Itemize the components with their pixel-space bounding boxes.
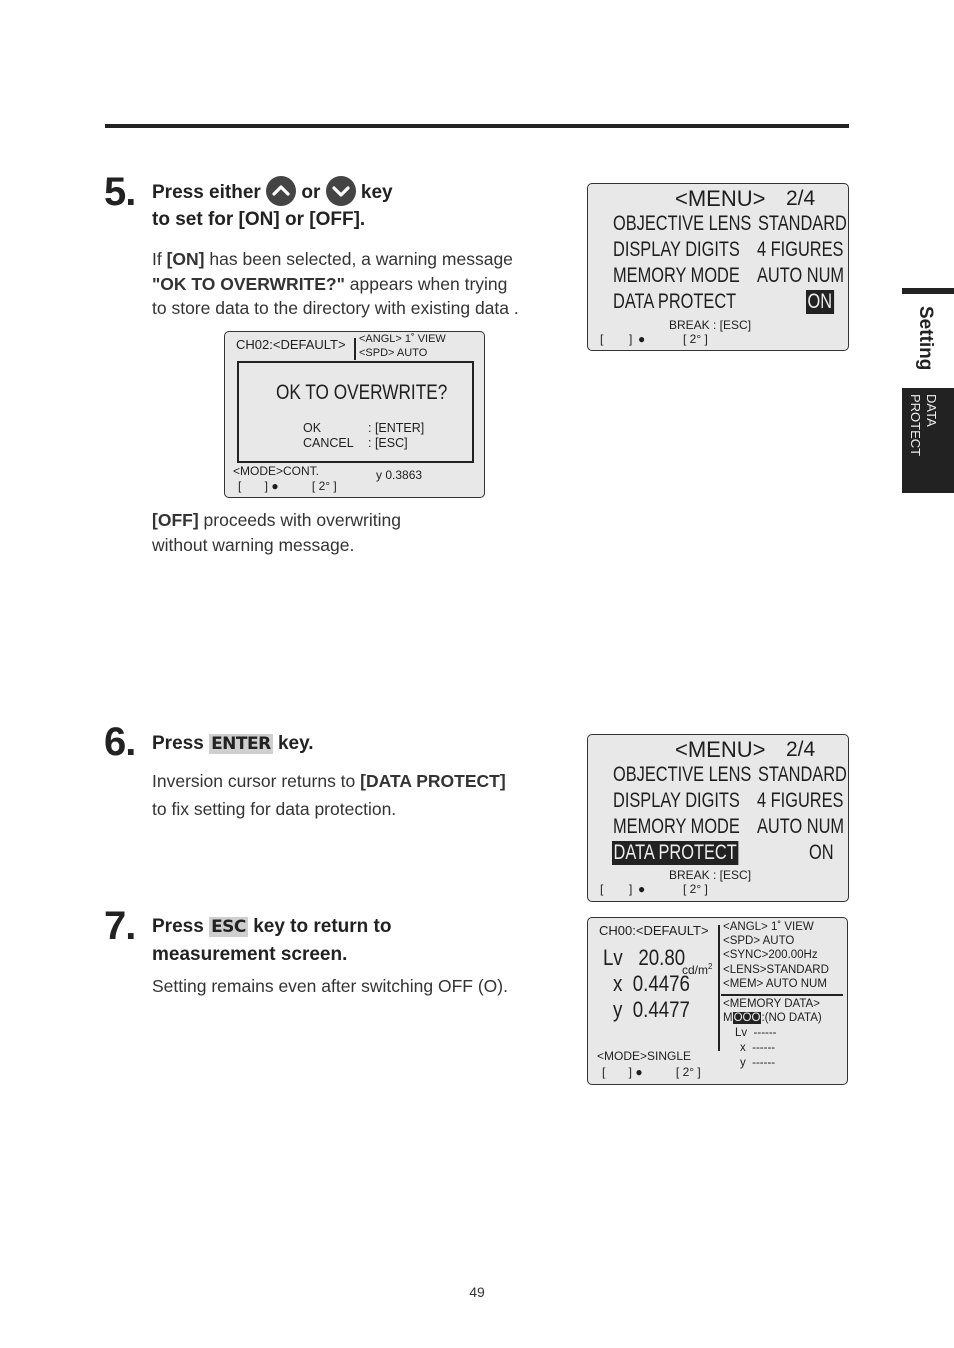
side-tab-protect: PROTECT [908,394,923,457]
measure-mem-lv: Lv ------ [735,1027,777,1039]
step-6-body-a: Inversion cursor returns to [152,771,356,791]
step-5-body-on: [ON] [166,249,205,269]
step-6-body [152,767,562,823]
step-5-heading-prefix: Press either [152,182,261,204]
step-5-body-rest: has been selected, a warning message [209,249,513,269]
measure-mem-x: x ------ [740,1042,776,1054]
warning-mode: <MODE>CONT. [233,464,320,478]
measure-channel: CH00:<DEFAULT> [599,923,709,938]
step-7-heading-suffix: key to return to [253,916,392,937]
warning-message: OK TO OVERWRITE? [276,381,448,404]
menu-row-value: ON [809,841,834,864]
warning-channel: CH02:<DEFAULT> [236,337,346,352]
menu-status-angle: [ 2° ] [683,332,708,346]
step-6-body-b: [DATA PROTECT] [360,771,506,791]
menu-break: BREAK : [ESC] [669,318,752,332]
step-6-heading-suffix: key. [277,733,314,754]
measure-lens: <LENS>STANDARD [723,964,829,976]
menu-row-label: MEMORY MODE [613,815,740,838]
step-5-body-if: If [152,249,162,269]
menu-row-label: DISPLAY DIGITS [613,789,740,812]
measure-mem-cursor: OOO [733,1012,761,1024]
measure-sync: <SYNC>200.00Hz [723,949,818,961]
menu-status-angle: [ 2° ] [683,882,708,896]
menu-row-value-highlighted: ON [807,290,833,313]
side-tab-data: DATA [924,394,939,427]
menu-row-label-highlighted: DATA PROTECT [613,841,737,864]
measure-memory-data: <MEMORY DATA> [723,998,820,1010]
menu-lcd-screen-on-selected [587,183,849,351]
step-5-body-rest2: appears when trying [349,273,508,294]
measure-angl: <ANGL> 1˚ VIEW [723,921,814,933]
side-tab-setting: Setting [915,306,936,371]
measurement-lcd-screen [587,917,848,1085]
measure-lv: Lv 20.80 [603,945,686,970]
step-6-body-line2: to fix setting for data protection. [152,799,397,819]
measure-mode: <MODE>SINGLE [597,1049,692,1063]
warning-cancel-label: CANCEL [303,436,354,450]
menu-lcd-screen-cursor-returned [587,734,849,902]
step-7-heading-line2: measurement screen. [152,944,348,965]
step-5-off-rest: proceeds with overwriting [203,510,401,530]
step-6-heading [152,730,314,758]
menu-status-mid: ] [629,882,633,896]
warning-status: [ ] ● [ 2° ] [238,479,337,493]
menu-page: 2/4 [786,187,816,210]
up-arrow-key-icon [266,176,296,206]
measure-y: y 0.4477 [613,997,690,1022]
menu-status-left: [ [600,332,604,346]
esc-key-label: ESC [211,917,246,937]
menu-status-mid: ] [629,332,633,346]
measure-memory-slot [723,1012,822,1024]
menu-row-label: OBJECTIVE LENS [613,763,752,786]
menu-row-value: STANDARD [758,212,847,235]
menu-page: 2/4 [786,738,816,761]
side-tab-section [902,288,954,388]
step-5-heading-suffix: key [360,182,393,204]
down-arrow-key-icon [326,176,356,206]
menu-status-left: [ [600,882,604,896]
step-5-body [152,247,562,321]
page-number: 49 [469,1284,485,1300]
step-6-number: 6. [104,720,136,764]
menu-row-label: DATA PROTECT [613,290,737,313]
menu-row-value: 4 FIGURES [757,238,844,261]
menu-row-value: 4 FIGURES [757,789,844,812]
step-5-body-message: "OK TO OVERWRITE?" [152,273,345,294]
menu-row-value: AUTO NUM [757,815,845,838]
warning-divider [354,338,356,360]
step-5-heading-or: or [301,182,321,204]
warning-lcd-screen [224,331,485,498]
warning-angl: <ANGL> 1˚ VIEW [359,333,446,345]
warning-cancel-key: : [ESC] [368,436,408,450]
step-7-body: Setting remains even after switching OFF (O). [152,976,508,996]
menu-row-value: STANDARD [758,763,847,786]
step-5-body-off [152,508,562,557]
step-7-heading-prefix: Press [152,916,204,937]
step-5-number: 5. [104,170,136,214]
measure-unit-sup: 2 [708,962,713,971]
step-5-body-line3: to store data to the directory with existing data . [152,298,519,318]
menu-status-dot: ● [638,332,646,346]
warning-spd: <SPD> AUTO [359,347,428,359]
measure-spd: <SPD> AUTO [723,935,795,947]
menu-row-label: MEMORY MODE [613,264,740,287]
measure-mem-prefix: M [723,1012,733,1024]
measure-x: x 0.4476 [613,971,690,996]
step-5-heading [152,178,393,208]
warning-dialog [237,361,474,463]
menu-title: <MENU> [675,186,766,211]
measure-divider [718,925,720,1051]
step-7-number: 7. [104,904,136,948]
measure-unit-text: cd/m [682,963,709,977]
menu-status-dot: ● [638,882,646,896]
measure-mem-suffix: :(NO DATA) [761,1012,822,1024]
menu-break: BREAK : [ESC] [669,868,752,882]
measure-section-rule [721,994,843,996]
warning-ok-key: : [ENTER] [368,421,425,435]
menu-title: <MENU> [675,737,766,762]
side-tab-topic [902,388,954,493]
enter-key-label: ENTER [211,734,271,754]
step-7-heading [152,913,392,941]
menu-row-value: AUTO NUM [757,264,845,287]
step-5-off-label: [OFF] [152,510,199,530]
step-6-heading-prefix: Press [152,733,204,754]
warning-ok-label: OK [303,421,322,435]
warning-y-value: y 0.3863 [376,468,423,482]
measure-status: [ ] ● [ 2° ] [602,1065,701,1079]
menu-row-label: DISPLAY DIGITS [613,238,740,261]
menu-row-label: OBJECTIVE LENS [613,212,752,235]
top-rule [105,124,849,128]
step-5-off-line2: without warning message. [152,534,355,555]
measure-mem: <MEM> AUTO NUM [723,978,827,990]
step-5-heading-line2: to set for [ON] or [OFF]. [152,209,366,230]
measure-mem-y: y ------ [740,1057,776,1069]
